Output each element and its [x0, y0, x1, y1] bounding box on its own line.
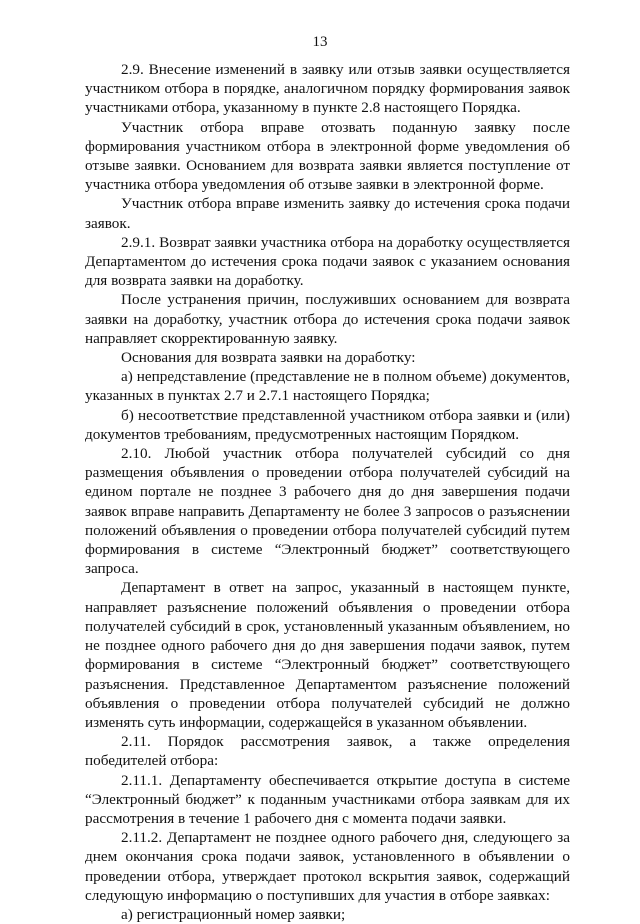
list-item-a: а) непредставление (представление не в полном объеме) документов, указанных в пунктах 2.7 и 2.7.1 настоящего Порядка;	[85, 368, 570, 405]
paragraph-2-9-1: 2.9.1. Возврат заявки участника отбора на доработку осуществляется Департаментом до истечения срока подачи заявок с указанием основания для возврата заявки на доработку.	[85, 233, 570, 290]
paragraph-return-grounds: Основания для возврата заявки на доработку:	[121, 349, 416, 367]
list-item-registration-number: а) регистрационный номер заявки;	[121, 905, 346, 923]
paragraph-2-11-1: 2.11.1. Департаменту обеспечивается открытие доступа в системе “Электронный бюджет” к поданным участниками отбора заявкам для их рассмотрения в течение 1 рабочего дня с момента подачи заявки.	[85, 771, 570, 827]
document-body	[85, 60, 570, 924]
paragraph-withdrawal: Участник отбора вправе отозвать поданную заявку после формирования участником отбора в электронной форме уведомления об отзыве заявки. Основанием для возврата заявки является поступление от участника отбора уведомления об отзыве заявки в электронной форме.	[85, 118, 570, 194]
paragraph-2-11: 2.11. Порядок рассмотрения заявок, а также определения победителей отбора:	[85, 733, 570, 770]
paragraph-after-fix: После устранения причин, послуживших основанием для возврата заявки на доработку, участник отбора до истечения срока подачи заявок направляет скорректированную заявку.	[85, 291, 570, 347]
paragraph-change-right: Участник отбора вправе изменить заявку до истечения срока подачи заявок.	[85, 195, 570, 232]
list-item-b: б) несоответствие представленной участником отбора заявки и (или) документов требованиям, предусмотренных настоящим Порядком.	[85, 406, 570, 443]
paragraph-department-response: Департамент в ответ на запрос, указанный в настоящем пункте, направляет разъяснение положений объявления о проведении отбора получателей субсидий в срок, установленный указанным объявлением, но не позднее одного рабочего дня до дня завершения подачи заявок, путем формирования в системе “Электронный бюджет” соответствующего разъяснения. Представленное Департаментом разъяснение положений объявления о проведении отбора получателей субсидий не должно изменять суть информации, содержащейся в указанном объявлении.	[85, 579, 570, 731]
paragraph-2-11-2: 2.11.2. Департамент не позднее одного рабочего дня, следующего за днем окончания срока подачи заявок, установленного в объявлении о проведении отбора, утверждает протокол вскрытия заявок, содержащий следующую информацию о поступивших для участия в отборе заявках:	[85, 829, 570, 904]
page-number: 13	[312, 34, 328, 50]
paragraph-2-9: 2.9. Внесение изменений в заявку или отзыв заявки осуществляется участником отбора в порядке, аналогичном порядку формирования заявок участниками отбора, указанному в пункте 2.8 настоящего Порядка.	[85, 61, 570, 117]
paragraph-2-10: 2.10. Любой участник отбора получателей субсидий со дня размещения объявления о проведении отбора получателей субсидий на едином портале не позднее 3 рабочего дня до дня завершения подачи заявок вправе направить Департаменту не более 3 запросов о разъяснении положений объявления о проведении отбора получателей субсидий путем формирования в системе “Электронный бюджет” соответствующего запроса.	[85, 445, 570, 578]
